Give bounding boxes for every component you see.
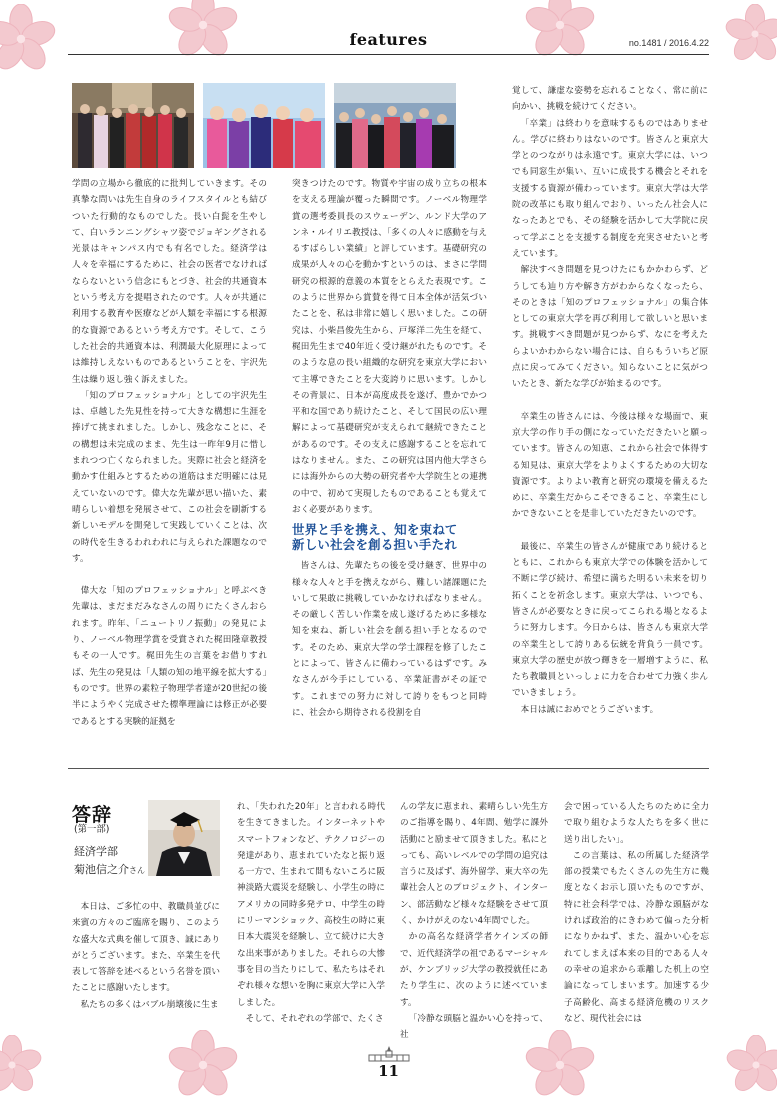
- toji-part: (第一部): [74, 824, 110, 835]
- article-paragraph: 学問の立場から徹底的に批判していきます。その真摯な問いは先生自身のライフスタイルとも結びついた行動的なものでした。長い白髭を生やして、白いランニングシャツ姿でジョギングされる光景はキャンパス内でも有名でした。経済学は人々を幸福にするために、社会の医者でなければならないという信念にもとづき、社会的共通資本という考え方を提唱されたのです。人々が共通に利用する教育や医療などが人類を幸福にする根源的な資源であるという考え方です。そして、こうした社会的共通資本は、利潤最大化原理によっては維持しえないものであるということを、宇沢先生は繰り返し強く訴えました。: [72, 179, 267, 385]
- article-paragraph: 本日は誠におめでとうございます。: [520, 704, 659, 715]
- ceremony-photo-3: [334, 83, 456, 168]
- toji-paragraph: この言葉は、私の所属した経済学部の授業でもたくさんの先生方に幾度となくお示し頂いたものですが、特に社会科学では、冷静な頭脳がなければ政治的にきわめて偏った分析になりかねず、また、温かい心を忘れてしまえば本来の目的である人々の幸せの追求から乖離した机上の空論になってしまいます。加速する少子高齢化、高まる経済危機のリスクなど、現代社会には: [564, 850, 709, 1024]
- article-paragraph: 卒業生の皆さんには、今後は様々な場面で、東京大学の作り手の側になっていただきたいと願っています。皆さんの知恵、これから社会で体得する知見は、東京大学をよりよくするための大切な資源です。よりよい教育と研究の環境を備えるために、卒業生だからこそできること、卒業生にしかできないことを是非していただきたいのです。: [512, 411, 708, 520]
- ceremony-photo-1: [72, 83, 194, 168]
- toji-paragraph: 私たちの多くはバブル崩壊後に生ま: [80, 999, 219, 1010]
- toji-paragraph: そして、それぞれの学部で、たくさ: [245, 1013, 384, 1024]
- page-number: 11: [378, 1062, 399, 1080]
- speaker-honorific: さん: [129, 866, 145, 875]
- speaker-department: 経済学部: [74, 845, 118, 858]
- header-rule: [68, 54, 709, 55]
- section-heading-line: 世界と手を携え、知を束ねて: [292, 522, 458, 538]
- article-paragraph: 皆さんは、先輩たちの後を受け継ぎ、世界中の様々な人々と手を携えながら、難しい諸課題にたいして果敢に挑戦していかなければなりません。その厳しく苦しい作業を成し遂げるために多様な知を束ね、新しい社会を創る担い手となるのです。そのため、東京大学の学士課程を修了したことによって、皆さんに備わっているはずです。みなさんが今手にしている、卒業証書がその証です。これまでの努力に対して誇りをもつと同時に、社会から期待される役割を自: [292, 561, 487, 718]
- issue-number: no.1481 / 2016.4.22: [628, 38, 709, 48]
- toji-paragraph: 本日は、ご多忙の中、教職員並びに来賓の方々のご臨席を賜り、このような盛大な式典を催して頂き、誠にありがとうございます。また、卒業生を代表して答辞を述べるという名誉を頂いたことに感謝いたします。: [72, 902, 220, 994]
- section-heading-line: 新しい社会を創る担い手たれ: [292, 537, 457, 553]
- toji-paragraph: んの学友に恵まれ、素晴らしい先生方のご指導を賜り、4年間、勉学に課外活動にと励ませて頂きました。私にとっても、高いレベルでの学問の追究は言うに及ばず、海外留学、東大卒の先輩社会人とのプロジェクト、インターン、部活動など様々な経験をさせて頂く、かけがえのない4年間でした。: [400, 802, 548, 927]
- article-paragraph: 覚して、謙虚な姿勢を忘れることなく、常に前に向かい、挑戦を続けてください。: [512, 86, 708, 113]
- article-column-3: [512, 83, 708, 718]
- toji-column-3: [400, 799, 548, 1043]
- article-paragraph: 「卒業」は終わりを意味するものではありません。学びに終わりはないのです。皆さんと東京大学とのつながりは永遠です。東京大学には、いつでも同窓生が集い、互いに成長する機会とそれを支援する資源が備わっています。東京大学は大学院の改革にも取り組んでおり、いったん社会人になったあとでも、その経験を活かして大学院に戻って学ぶことを支援する制度を充実させたいと考えています。: [512, 118, 708, 259]
- speaker-name: [74, 861, 145, 877]
- article-paragraph: 解決すべき問題を見つけたにもかかわらず、どうしても辿り方や解き方がわからなくなったら、そのときは「知のプロフェッショナル」の集合体としての東京大学を再び利用して欲しいと思います。挑戦すべき問題が見つからず、なにを考えたらよいかわからない場合には、自らもういちど原点に戻ってみてください。知らないことに気がついたとき、新たな学びが始まるのです。: [512, 265, 708, 390]
- speaker-portrait: [148, 800, 220, 876]
- article-paragraph: 最後に、卒業生の皆さんが健康であり続けるとともに、これからも東京大学での体験を活かして不断に学び続け、希望に満ちた明るい未来を切り拓くことを祈念します。東京大学は、いつでも、皆さんが必要なときに戻ってこられる場となるように努力します。今日からは、皆さんも東京大学の卒業生として誇りある伝統を背負う一員です。東京大学の歴史が放つ輝きを一層増すように、私たち教職員といっしょに力を合わせて力強く歩んでいきましょう。: [512, 541, 708, 699]
- article-paragraph: 「知のプロフェッショナル」としての宇沢先生は、卓越した先見性を持って大きな構想に生涯を捧げて挑まれました。しかし、残念なことに、その構想は未完成のまま、先生は一昨年9月に惜しまれつつ亡くなられました。実際に社会と経済を動かす仕組みとするための道筋はまだ明確には見えていないのです。偉大な先輩が思い描いた、素晴らしい着想を発展させて、この社会を刷新する新しいモデルを開発して実践していくことは、次の時代を生きるわれわれに与えられた課題なのです。: [72, 390, 267, 564]
- article-paragraph: 突きつけたのです。物質や宇宙の成り立ちの根本を支える理論が覆った瞬間です。ノーベル物理学賞の選考委員長のスウェーデン、ルンド大学のアンネ・ルイリエ教授は、「多くの人々に感動を与えるすばらしい業績」と評しています。基礎研究の成果が人々の心を動かすというのは、まさに学問研究の根源的意義の本質をとらえた表現です。このように世界から賞賛を得て日本全体が活気づいたことを、私は非常に嬉しく思いました。この研究は、小柴昌俊先生から、戸塚洋二先生を経て、梶田先生まで40年近く受け継がれたものです。そのような息の長い組織的な研究を東京大学において主導できたことを大変誇りに思います。しかしその背景に、日本が高度成長を遂げ、豊かでかつ平和な国であり続けたこと、そして国民の広い理解によって基礎研究が支えられて継続できたことがあるのです。その支えに感謝することを忘れてはなりません。また、この研究は国内他大学さらには海外からの大勢の研究者や大学院生との連携の中で、初めて実現したものであることも覚えておく必要があります。: [292, 179, 487, 515]
- toji-paragraph: かの高名な経済学者ケインズの師で、近代経済学の祖であるマーシャルが、ケンブリッジ大学の教授就任にあたり学生に、次のように述べています。: [400, 932, 548, 1008]
- speaker-name-text: 菊池信之介: [74, 863, 129, 876]
- toji-paragraph: 会で困っている人たちのために全力で取り組むような人たちを多く世に送り出したい」。: [564, 802, 709, 845]
- ceremony-photo-2: [203, 83, 325, 168]
- section-heading: [292, 522, 487, 552]
- article-column-2: [292, 176, 487, 721]
- toji-column-4: [564, 799, 709, 1027]
- toji-title: 答辞: [72, 804, 113, 826]
- toji-column-2: [237, 799, 385, 1027]
- toji-paragraph: れ、「失われた20年」と言われる時代を生きてきました。インターネットやスマートフォンなど、テクノロジーの発達があり、恵まれていたなと振り返る一方で、生まれて間もないころに阪神淡路大震災を経験し、小学生の時にアメリカの同時多発テロ、中学生の時にリーマンショック、高校生の時に東日本大震災を経験し、立て続けに大きな出来事がありました。それらの大惨事を目の当たりにして、私たちはそれぞれ様々な想いを胸に東京大学に入学しました。: [237, 802, 385, 1008]
- section-divider: [68, 768, 709, 769]
- article-column-1: [72, 176, 267, 730]
- article-paragraph: 偉大な「知のプロフェッショナル」と呼ぶべき先輩は、まだまだみなさんの周りにたくさんおられます。昨年、「ニュートリノ振動」の発見により、ノーベル物理学賞を受賞された梶田隆章教授もその一人です。梶田先生の言葉をお借りすれば、先生の発見は「人類の知の地平線を拡大する」ものです。世界の素粒子物理学者達が20世紀の後半にようやく完成させた標準理論には修正が必要であるとする実験的証拠を: [72, 586, 267, 727]
- toji-paragraph: 「冷静な頭脳と温かい心を持って、社: [400, 1013, 548, 1041]
- toji-column-1: [72, 899, 220, 1013]
- section-title: features: [349, 30, 428, 49]
